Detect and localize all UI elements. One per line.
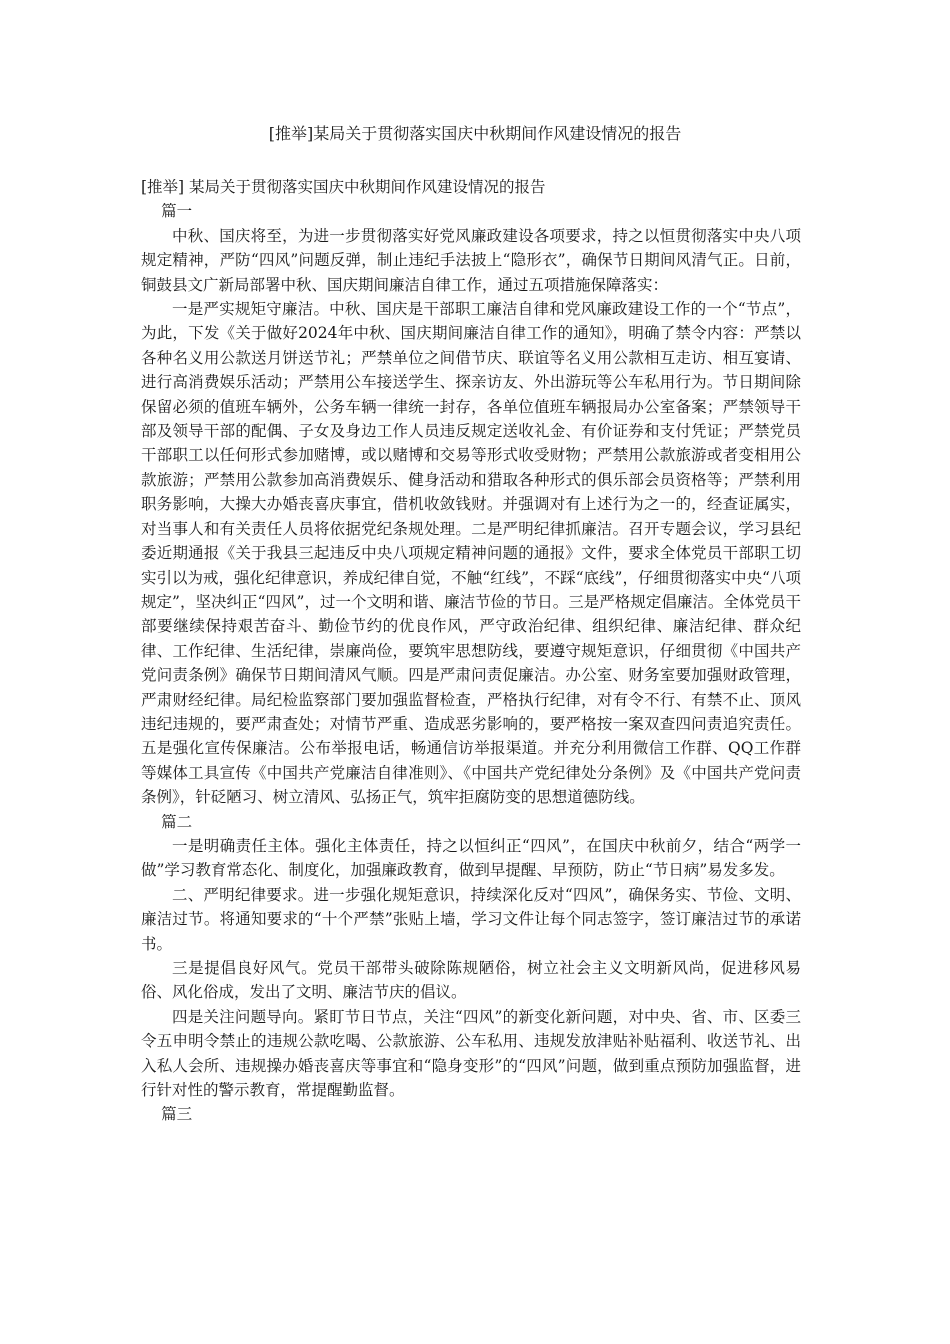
section-label-2: 篇二: [161, 812, 193, 831]
document-body: [141, 175, 801, 1127]
paragraph: 一是明确责任主体。强化主体责任，持之以恒纠正“四风”，在国庆中秋前夕，结合“两学一做”学习教育常态化、制度化，加强廉政教育，做到早提醒、早预防，防止“节日病”易发多发。: [141, 836, 801, 880]
paragraph: 二、严明纪律要求。进一步强化规矩意识，持续深化反对“四风”，确保务实、节俭、文明、廉洁过节。将通知要求的“十个严禁”张贴上墙，学习文件让每个同志签字，签订廉洁过节的承诺书。: [141, 885, 801, 953]
paragraph: 三是提倡良好风气。党员干部带头破除陈规陋俗，树立社会主义文明新风尚，促进移风易俗、风化俗成，发出了文明、廉洁节庆的倡议。: [141, 959, 801, 1002]
section-label-3: 篇三: [161, 1105, 193, 1124]
paragraph: 中秋、国庆将至，为进一步贯彻落实好党风廉政建设各项要求，持之以恒贯彻落实中央八项规定精神，严防“四风”问题反弹，制止违纪手法披上“隐形衣”，确保节日期间风清气正。日前，铜鼓县文广新局部署中秋、国庆期间廉洁自律工作，通过五项措施保障落实：: [141, 226, 801, 294]
paragraph: 一是严实规矩守廉洁。中秋、国庆是干部职工廉洁自律和党风廉政建设工作的一个“节点”，为此，下发《关于做好2024年中秋、国庆期间廉洁自律工作的通知》，明确了禁令内容：严禁以各种名义用公款送月饼送节礼；严禁单位之间借节庆、联谊等名义用公款相互走访、相互宴请、进行高消费娱乐活动；严禁用公车接送学生、探亲访友、外出游玩等公车私用行为。节日期间除保留必须的值班车辆外，公务车辆一律统一封存，各单位值班车辆报局办公室备案；严禁领导干部及领导干部的配偶、子女及身边工作人员违反规定送收礼金、有价证券和支付凭证；严禁党员干部职工以任何形式参加赌博，或以赌博和交易等形式收受财物；严禁用公款旅游或者变相用公款旅游；严禁用公款参加高消费娱乐、健身活动和猎取各种形式的俱乐部会员资格等；严禁利用职务影响，大操大办婚丧喜庆事宜，借机收敛钱财。并强调对有上述行为之一的，经查证属实，对当事人和有关责任人员将依据党纪条规处理。二是严明纪律抓廉洁。召开专题会议，学习县纪委近期通报《关于我县三起违反中央八项规定精神问题的通报》文件，要求全体党员干部职工切实引以为戒，强化纪律意识，养成纪律自觉，不触“红线”，不踩“底线”，仔细贯彻落实中央“八项规定”，坚决纠正“四风”，过一个文明和谐、廉洁节俭的节日。三是严格规定倡廉洁。全体党员干部要继续保持艰苦奋斗、勤俭节约的优良作风，严守政治纪律、组织纪律、廉洁纪律、群众纪律、工作纪律、生活纪律，崇廉尚俭，要筑牢思想防线，要遵守规矩意识，仔细贯彻《中国共产党问责条例》确保节日期间清风气顺。四是严肃问责促廉洁。办公室、财务室要加强财政管理，严肃财经纪律。局纪检监察部门要加强监督检查，严格执行纪律，对有令不行、有禁不止、顶风违纪违规的，要严肃查处；对情节严重、造成恶劣影响的，要严格按一案双查四问责追究责任。五是强化宣传保廉洁。公布举报电话，畅通信访举报渠道。并充分利用微信工作群、QQ工作群等媒体工具宣传《中国共产党廉洁自律准则》、《中国共产党纪律处分条例》及《中国共产党问责条例》，针砭陋习、树立清风、弘扬正气，筑牢拒腐防变的思想道德防线。: [141, 300, 801, 807]
section-label-1: 篇一: [161, 202, 193, 221]
paragraph: 四是关注问题导向。紧盯节日节点，关注“四风”的新变化新问题，对中央、省、市、区委三令五申明令禁止的违规公款吃喝、公款旅游、公车私用、违规发放津贴补贴福利、收送节礼、出入私人会所、违规操办婚丧喜庆等事宜和“隐身变形”的“四风”问题，做到重点预防加强监督，进行针对性的警示教育，常提醒勤监督。: [141, 1007, 801, 1100]
document-subtitle: [推举] 某局关于贯彻落实国庆中秋期间作风建设情况的报告: [141, 178, 546, 196]
document-title: [推举]某局关于贯彻落实国庆中秋期间作风建设情况的报告: [268, 124, 682, 143]
